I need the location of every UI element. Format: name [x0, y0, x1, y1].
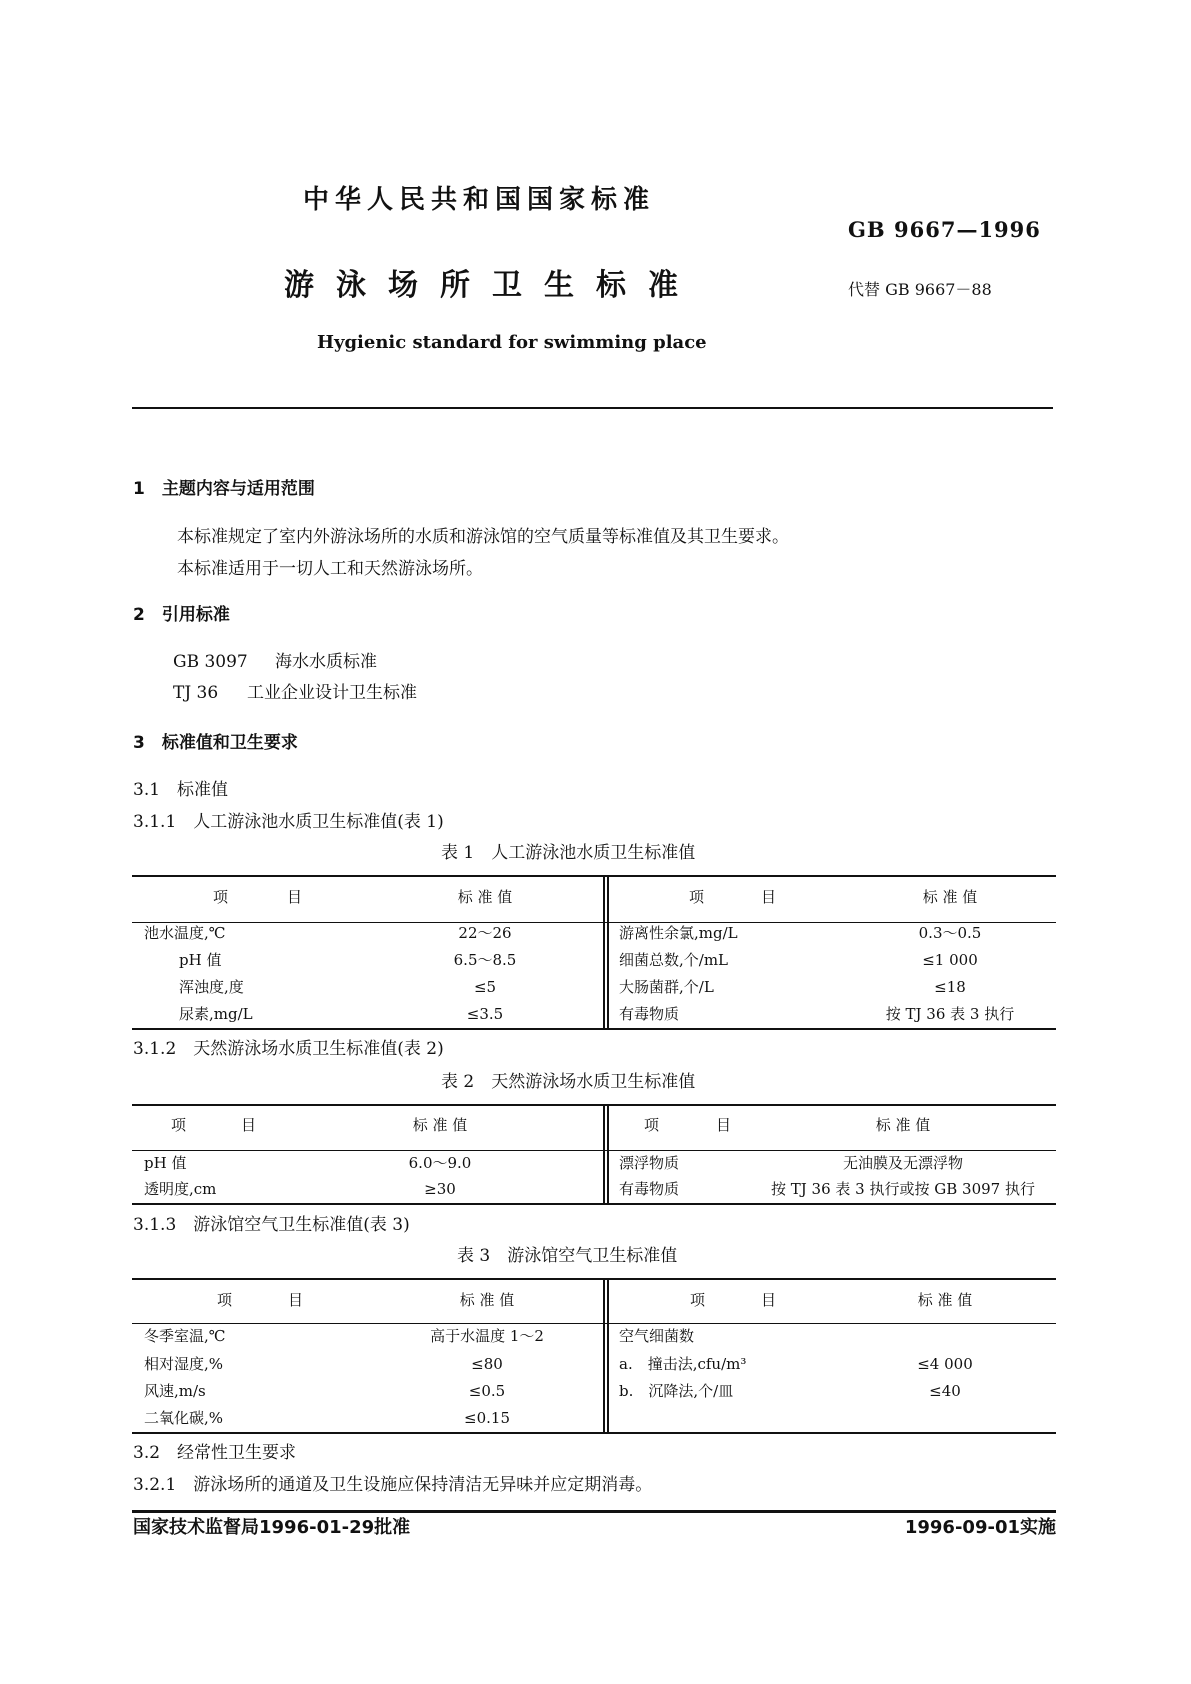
section-3-1-2: 3.1.2 天然游泳场水质卫生标准值(表 2) — [133, 1039, 444, 1059]
table-item-cell: 尿素,mg/L — [179, 1005, 253, 1023]
table-item-cell: 浑浊度,度 — [179, 978, 244, 996]
table-item-cell: 透明度,cm — [144, 1180, 217, 1198]
section-3-2: 3.2 经常性卫生要求 — [133, 1443, 297, 1463]
table-bottom-rule — [132, 1028, 1056, 1030]
section-3-1-1: 3.1.1 人工游泳池水质卫生标准值(表 1) — [133, 812, 444, 832]
section-1-paragraph: 本标准适用于一切人工和天然游泳场所。 — [177, 559, 483, 579]
header-value-label: 标 准 值 — [875, 1116, 931, 1134]
header-item-label: 项 — [690, 1291, 706, 1309]
section-1-paragraph: 本标准规定了室内外游泳场所的水质和游泳馆的空气质量等标准值及其卫生要求。 — [177, 527, 789, 547]
table-item-cell: b. 沉降法,个/皿 — [619, 1382, 734, 1400]
table-2 — [132, 1104, 1056, 1205]
header-item-label: 目 — [761, 1291, 777, 1309]
table-header-rule — [132, 1323, 1056, 1324]
table-item-cell: 有毒物质 — [619, 1180, 680, 1198]
header-item-label: 目 — [241, 1116, 257, 1134]
table-top-rule — [132, 875, 1056, 877]
table-value-cell: 高于水温度 1～2 — [430, 1327, 544, 1345]
table-item-cell: 相对湿度,% — [144, 1355, 224, 1373]
table-value-cell: ≥30 — [424, 1180, 456, 1198]
table-value-cell: ≤40 — [929, 1382, 961, 1400]
table-value-cell: 22～26 — [458, 924, 512, 942]
table-value-cell: ≤0.15 — [464, 1409, 510, 1427]
section-1-heading: 1 主题内容与适用范围 — [133, 479, 315, 499]
table-item-cell: a. 撞击法,cfu/m³ — [619, 1355, 747, 1373]
reference-code: TJ 36 — [173, 683, 219, 703]
header-value-label: 标 准 值 — [922, 888, 978, 906]
section-3-heading: 3 标准值和卫生要求 — [133, 733, 298, 753]
document-title: 游泳场所卫生标准 — [284, 268, 700, 303]
header-item-label: 项 — [644, 1116, 660, 1134]
table-item-cell: pH 值 — [179, 951, 222, 969]
table-item-cell: 大肠菌群,个/L — [619, 978, 714, 996]
table-2-caption: 表 2 天然游泳场水质卫生标准值 — [441, 1072, 696, 1092]
table-value-cell: ≤18 — [934, 978, 966, 996]
header-value-label: 标 准 值 — [917, 1291, 973, 1309]
table-value-cell: ≤80 — [471, 1355, 503, 1373]
section-3-2-1: 3.2.1 游泳场所的通道及卫生设施应保持清洁无异味并应定期消毒。 — [133, 1475, 653, 1495]
table-value-cell: ≤5 — [473, 978, 497, 996]
table-top-rule — [132, 1104, 1056, 1106]
table-column-divider — [603, 1104, 605, 1203]
table-item-cell: 漂浮物质 — [619, 1154, 680, 1172]
table-value-cell: 0.3～0.5 — [918, 924, 982, 942]
header-item-label: 目 — [716, 1116, 732, 1134]
section-3-1-3: 3.1.3 游泳馆空气卫生标准值(表 3) — [133, 1215, 410, 1235]
table-item-cell: 游离性余氯,mg/L — [619, 924, 738, 942]
table-value-cell: 6.0～9.0 — [408, 1154, 472, 1172]
table-item-cell: 池水温度,℃ — [144, 924, 226, 942]
header-item-label: 项 — [217, 1291, 233, 1309]
table-item-cell: 空气细菌数 — [619, 1327, 695, 1345]
table-3-caption: 表 3 游泳馆空气卫生标准值 — [457, 1246, 678, 1266]
table-value-cell: ≤0.5 — [468, 1382, 506, 1400]
table-item-cell: pH 值 — [144, 1154, 187, 1172]
effective-date: 1996-09-01实施 — [904, 1517, 1056, 1538]
table-header-rule — [132, 1150, 1056, 1151]
table-value-cell: ≤1 000 — [922, 951, 978, 969]
table-value-cell: 6.5～8.5 — [453, 951, 517, 969]
table-top-rule — [132, 1278, 1056, 1280]
table-bottom-rule — [132, 1432, 1056, 1434]
reference-code: GB 3097 — [173, 652, 248, 672]
table-value-cell: ≤3.5 — [466, 1005, 504, 1023]
approval-note: 国家技术监督局1996-01-29批准 — [133, 1517, 411, 1538]
org-title: 中华人民共和国国家标准 — [303, 185, 656, 215]
table-1-caption: 表 1 人工游泳池水质卫生标准值 — [441, 843, 696, 863]
table-3 — [132, 1278, 1056, 1434]
table-header-rule — [132, 922, 1056, 923]
header-item-label: 目 — [761, 888, 777, 906]
english-title: Hygienic standard for swimming place — [317, 332, 707, 353]
header-item-label: 目 — [288, 1291, 304, 1309]
table-bottom-rule — [132, 1203, 1056, 1205]
header-item-label: 目 — [287, 888, 303, 906]
footer-rule — [132, 1510, 1056, 1513]
header-item-label: 项 — [171, 1116, 187, 1134]
table-column-divider — [607, 1104, 609, 1203]
table-value-cell: 无油膜及无漂浮物 — [842, 1154, 963, 1172]
table-item-cell: 有毒物质 — [619, 1005, 680, 1023]
header-value-label: 标 准 值 — [412, 1116, 468, 1134]
header-item-label: 项 — [213, 888, 229, 906]
table-item-cell: 二氧化碳,% — [144, 1409, 224, 1427]
reference-title: 工业企业设计卫生标准 — [247, 683, 417, 703]
header-value-label: 标 准 值 — [459, 1291, 515, 1309]
table-1 — [132, 875, 1056, 1030]
table-value-cell: 按 TJ 36 表 3 执行或按 GB 3097 执行 — [771, 1180, 1035, 1198]
section-3-1: 3.1 标准值 — [133, 780, 229, 800]
header-rule — [132, 407, 1053, 409]
table-item-cell: 风速,m/s — [144, 1382, 206, 1400]
header-item-label: 项 — [689, 888, 705, 906]
section-2-heading: 2 引用标准 — [133, 605, 230, 625]
header-value-label: 标 准 值 — [457, 888, 513, 906]
table-item-cell: 冬季室温,℃ — [144, 1327, 226, 1345]
replaces-note: 代替 GB 9667－88 — [848, 280, 992, 299]
table-item-cell: 细菌总数,个/mL — [619, 951, 729, 969]
table-value-cell: 按 TJ 36 表 3 执行 — [885, 1005, 1015, 1023]
standard-number: GB 9667—1996 — [848, 217, 1041, 242]
table-value-cell: ≤4 000 — [917, 1355, 973, 1373]
reference-title: 海水水质标准 — [275, 652, 377, 672]
